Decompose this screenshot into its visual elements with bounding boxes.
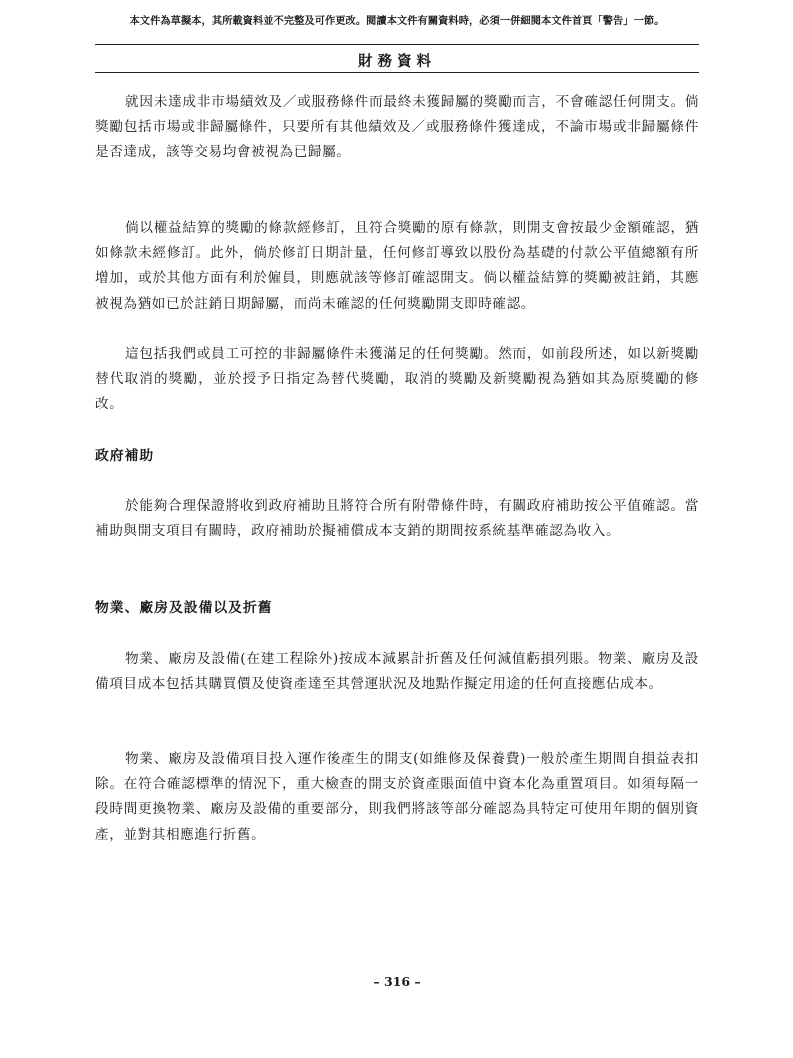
page-number: – 316 – xyxy=(373,974,421,989)
paragraph-replacement-awards: 這包括我們或員工可控的非歸屬條件未獲滿足的任何獎勵。然而，如前段所述，如以新獎勵替代取消的獎勵，並於授予日指定為替代獎勵，取消的獎勵及新獎勵視為猶如其為原獎勵的修改。 xyxy=(95,346,699,413)
paragraph-modified-awards: 倘以權益結算的獎勵的條款經修訂，且符合獎勵的原有條款，則開支會按最少金額確認，猶如條款未經修訂。此外，倘於修訂日期計量，任何修訂導致以股份為基礎的付款公平值總額有所增加，或於其他方面有利於僱員，則應就該等修訂確認開支。倘以權益結算的獎勵被註銷，其應被視為猶如已於註銷日期歸屬，而尚未確認的任何獎勵開支即時確認。 xyxy=(95,220,699,312)
draft-warning-banner: 本文件為草擬本，其所載資料並不完整及可作更改。閱讀本文件有關資料時，必須一併細閱本文件首頁「警告」一節。 xyxy=(129,15,665,27)
paragraph-government-grants: 於能夠合理保證將收到政府補助且將符合所有附帶條件時，有關政府補助按公平值確認。當補助與開支項目有關時，政府補助於擬補償成本支銷的期間按系統基準確認為收入。 xyxy=(95,498,699,540)
header-rule-bottom xyxy=(95,72,699,73)
heading-ppe-depreciation: 物業、廠房及設備以及折舊 xyxy=(95,600,273,616)
header-rule-top xyxy=(95,44,699,45)
section-title: 財務資料 xyxy=(358,53,436,70)
paragraph-ppe-expenditure: 物業、廠房及設備項目投入運作後產生的開支(如維修及保養費)一般於產生期間自損益表扣除。在符合確認標準的情況下，重大檢查的開支於資產賬面值中資本化為重置項目。如須每隔一段時間更換物業、廠房及設備的重要部分，則我們將該等部分確認為具特定可使用年期的個別資產，並對其相應進行折舊。 xyxy=(95,751,699,843)
paragraph-ppe-cost: 物業、廠房及設備(在建工程除外)按成本減累計折舊及任何減值虧損列賬。物業、廠房及設備項目成本包括其購買價及使資產達至其營運狀況及地點作擬定用途的任何直接應佔成本。 xyxy=(95,651,699,693)
paragraph-unvested-awards: 就因未達成非市場績效及／或服務條件而最終未獲歸屬的獎勵而言，不會確認任何開支。倘獎勵包括市場或非歸屬條件，只要所有其他績效及／或服務條件獲達成，不論市場或非歸屬條件是否達成，該等交易均會被視為已歸屬。 xyxy=(95,94,699,161)
heading-government-grants: 政府補助 xyxy=(95,448,155,464)
